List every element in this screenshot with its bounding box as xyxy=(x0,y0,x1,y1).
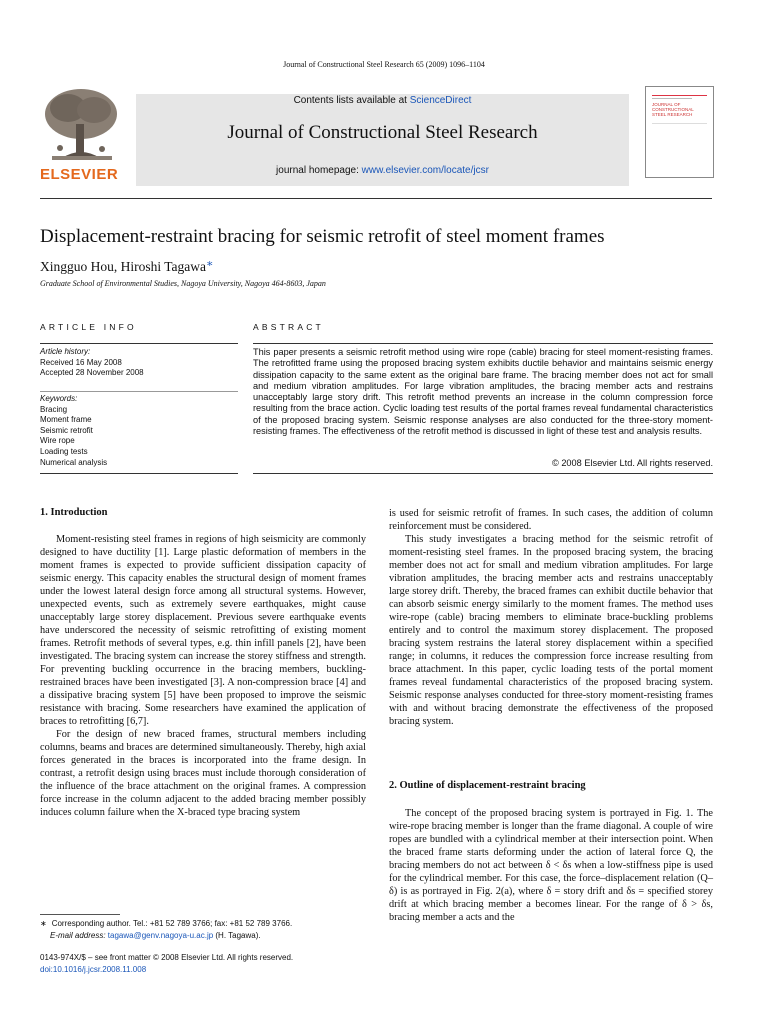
doi-link[interactable]: doi:10.1016/j.jcsr.2008.11.008 xyxy=(40,964,147,974)
publisher-logo-text: ELSEVIER xyxy=(40,166,119,183)
contents-line xyxy=(136,95,629,106)
paragraph: This study investigates a bracing method for the seismic retrofit of moment-resisting steel frames. In the proposed bracing system, the bracing member does not act for small and medium vibration amplitudes. For large vibration amplitudes, the bracing member acts and restrains unacceptably large storey drift. Thereby, the braced frames can exhibit ductile behavior that can absorb seismic energy similarly to the moment frames. The method uses wire-rope (cable) bracing members to eliminate brace-buckling problems entirely and to control the maximum storey displacement. The proposed bracing system restrains the lateral storey displacement within a specified range; in columns, it reduces the compression force increase resulting from brace attachment. In this paper, cyclic loading tests of the portal moment frames reveal fundamental characteristics of the proposed bracing system. Seismic response analyses conducted for three-story moment-resisting frames with and without bracing demonstrate the effectiveness of the proposed bracing system. xyxy=(389,534,713,727)
journal-cover-thumbnail xyxy=(645,86,714,178)
history-label: Article history: xyxy=(40,347,91,356)
email-suffix: (H. Tagawa). xyxy=(213,930,261,940)
accepted-date: Accepted 28 November 2008 xyxy=(40,368,144,377)
abstract-header: ABSTRACT xyxy=(253,322,324,332)
article-info-header: ARTICLE INFO xyxy=(40,322,137,332)
elsevier-tree-logo xyxy=(42,86,120,166)
paragraph: Moment-resisting steel frames in regions of high seismicity are commonly designed to have ductility [1]. Large plastic deformation of members in the moment frames is expected to provide sufficient dissipation capacity of seismic energy. This capacity enables the structural design of moment frames under the lowest lateral design force among all structural systems. However, unexpected events, such as extremely severe earthquakes, might cause unacceptably large storey displacement. Previous severe earthquake events have underscored the necessity of seismic retrofitting of existing moment frames. Retrofit methods of several types, e.g. thin infill panels [2], have been investigated. The bracing system can increase the storey stiffness and strength. For preventing buckling occurrence in the bracing members, buckling-restrained braces have been investigated [3]. A non-compression brace [4] and a dissipative bracing system [5] have been proposed to improve the seismic resistance with bracing. Some researchers have examined the application of braces to retrofitting [6,7]. xyxy=(40,534,366,727)
section-2-heading: 2. Outline of displacement-restraint bracing xyxy=(389,780,586,791)
keyword-item: Wire rope xyxy=(40,436,75,446)
paragraph: is used for seismic retrofit of frames. In such cases, the addition of column reinforcement must be considered. xyxy=(389,508,713,532)
corresponding-author-mark[interactable]: ∗ xyxy=(206,258,214,270)
cover-title: JOURNAL OF CONSTRUCTIONAL STEEL RESEARCH xyxy=(652,102,694,117)
keywords-rule xyxy=(40,391,238,392)
keyword-item: Loading tests xyxy=(40,446,88,456)
keyword-item: Moment frame xyxy=(40,415,92,425)
abstract-rule xyxy=(253,343,713,344)
email-link[interactable]: tagawa@genv.nagoya-u.ac.jp xyxy=(107,930,214,940)
authors xyxy=(40,257,214,275)
article-info-bottom-rule xyxy=(40,473,238,474)
keyword-item: Seismic retrofit xyxy=(40,425,93,435)
email-label: E-mail address: xyxy=(50,930,108,940)
affiliation: Graduate School of Environmental Studies, Nagoya University, Nagoya 464-8603, Japan xyxy=(40,279,326,288)
homepage-prefix: journal homepage: xyxy=(276,165,362,176)
footnote-contact: Corresponding author. Tel.: +81 52 789 3766; fax: +81 52 789 3766. xyxy=(51,919,293,928)
issn-block xyxy=(40,952,293,975)
paper-title: Displacement-restraint bracing for seismic retrofit of steel moment frames xyxy=(40,226,605,247)
received-date: Received 16 May 2008 xyxy=(40,357,122,367)
journal-title: Journal of Constructional Steel Research xyxy=(227,122,538,143)
section-1-body xyxy=(40,533,366,819)
abstract-text: This paper presents a seismic retrofit method using wire rope (cable) bracing for steel moment-resisting frames. The retrofitted frame using the proposed bracing system exhibits ductile behavior and maintains seismic energy dissipation capacity to the same extent as the original bare frame. The bracing member does not act for small and medium vibration amplitudes. For large vibration amplitudes, the bracing member acts and restrains unacceptably large story drift. This retrofit method prevents an increase in the column compression force resulting from the brace action. Cyclic loading test results of the portal frames reveal fundamental characteristics of the proposed bracing system. Seismic response analyses are also conducted for the three-story moment-resisting frames. The effectiveness of the retrofit method is discussed in light of these test and analysis results. xyxy=(253,347,713,437)
footnote-rule xyxy=(40,914,120,915)
paragraph: The concept of the proposed bracing system is portrayed in Fig. 1. The wire-rope bracing member is longer than the frame diagonal. A couple of wire ropes are bundled with a cylindrical member at their intersection point. When the braced frame starts deforming under the action of lateral force Q, the bracing members do not act between δ < δs when a low-stiffness pipe is used for the cylindrical member. For this case, the force–displacement relation (Q–δ) is as portrayed in Fig. 2(a), where δ = story drift and δs = specified storey drift at which bracing member a becomes linear. For the range of δ > δs, bracing member a acts and the xyxy=(389,808,713,923)
header-rule xyxy=(40,198,712,199)
section-2-body xyxy=(389,807,713,924)
footnote-mark: ∗ xyxy=(40,919,47,928)
section-1-heading: 1. Introduction xyxy=(40,507,108,518)
paragraph: For the design of new braced frames, structural members including columns, beams and braces are determined simultaneously. Thereby, high axial forces generated in the braces is incorporated into the frame design. In contrast, a retrofit design using braces must include thorough consideration of the influence of the brace attachment on the original frames. A compression force increase in the column adjacent to the added bracing member possibly induces column failure when the X-braced type bracing system xyxy=(40,729,366,818)
keywords-label: Keywords: xyxy=(40,394,78,403)
issn-line: 0143-974X/$ – see front matter © 2008 Elsevier Ltd. All rights reserved. xyxy=(40,953,294,962)
footnote xyxy=(40,918,292,941)
sciencedirect-link[interactable]: ScienceDirect xyxy=(409,95,472,106)
author-names: Xingguo Hou, Hiroshi Tagawa xyxy=(40,259,207,274)
keyword-item: Numerical analysis xyxy=(40,457,108,467)
homepage-link[interactable]: www.elsevier.com/locate/jcsr xyxy=(361,165,489,176)
homepage-line xyxy=(136,165,629,176)
contents-prefix: Contents lists available at xyxy=(293,95,410,106)
abstract-copyright: © 2008 Elsevier Ltd. All rights reserved. xyxy=(552,458,713,468)
keywords-block xyxy=(40,394,107,468)
keyword-item: Bracing xyxy=(40,404,68,414)
article-history xyxy=(40,347,144,379)
article-info-rule xyxy=(40,343,238,344)
column-2-body xyxy=(389,507,713,728)
abstract-bottom-rule xyxy=(253,473,713,474)
journal-reference: Journal of Constructional Steel Research 65 (2009) 1096–1104 xyxy=(283,60,485,69)
